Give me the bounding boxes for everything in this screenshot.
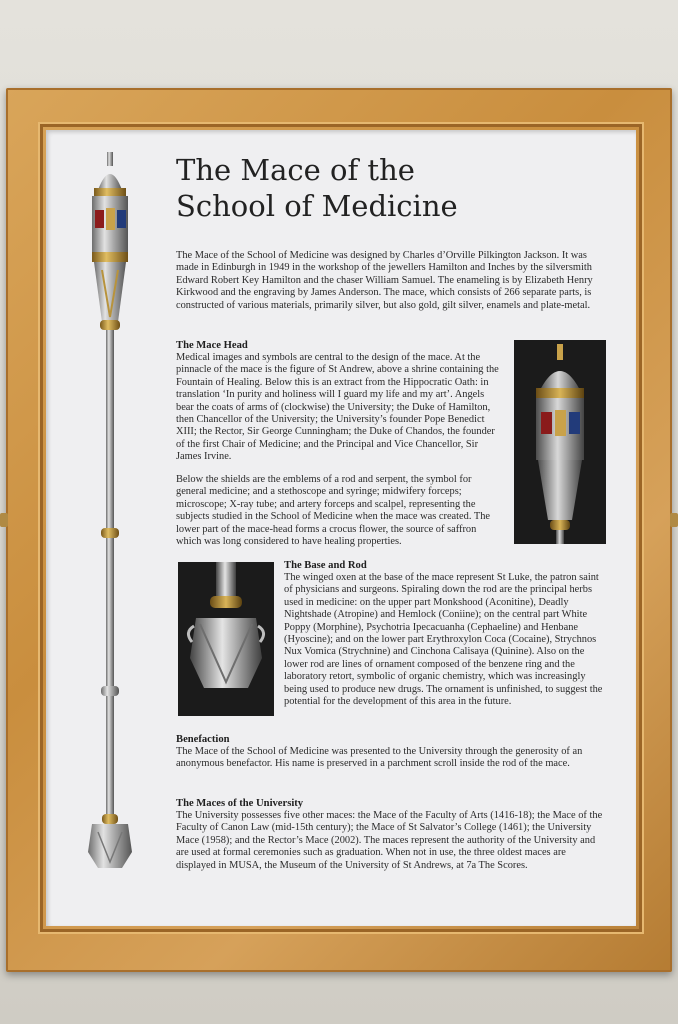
mace-head-paragraph-1: Medical images and symbols are central to the design of the mace. At the pinnacle of the mace is the figure of St Andrew, above a shrine containing the Fountain of Healing. Below this is an extract from the Hippocratic Oath: in translation ‘In purity and holiness will I guard my life and my art’. Angels bear the coats of arms of (clockwise) the University; the Duke of Hamilton, then Chancellor of the University; the University’s founder Pope Benedict XIII; the Rector, Sir George Cunningham; the Duke of Chandos, the founder of the first Chair of Medicine; and the Principal and Vice Chancellor, Sir James Irvine. — [176, 352, 499, 463]
wall-bracket-left — [0, 513, 8, 527]
title-line-1: The Mace of the — [176, 153, 415, 187]
picture-frame — [6, 88, 672, 972]
base-and-rod-paragraph: The winged oxen at the base of the mace represent St Luke, the patron saint of physicians and surgeons. Spiraling down the rod are the principal herbs used in medicine: on the upper part Monkshood (Aconitine), Deadly Nightshade (Atropine) and Hemlock (Coniine); on the central part White Poppy (Morphine), Psychotria Ipecacuanha (Cephaeline) and Henbane (Hyoscine); and on the lower part Erythroxylon Coca (Cocaine), Strychnos Nux Vomica (Strychnine) and Cinchona Calisaya (Quinine). Also on the lower rod are lines of ornament composed of the benzene ring and the laboratory retort, symbolic of organic chemistry, which was increasingly being used to produce new drugs. The ornament is unfinished, to suggest the potential for the development of this area in the future. — [284, 572, 603, 708]
panel-title — [176, 152, 458, 224]
mace-base-photo — [178, 562, 274, 716]
wall-bracket-right — [670, 513, 678, 527]
section-heading-base-and-rod: The Base and Rod — [284, 560, 367, 571]
benefaction-paragraph: The Mace of the School of Medicine was presented to the University through the generosity of an anonymous benefactor. His name is preserved in a parchment scroll inside the rod of the mace. — [176, 746, 583, 770]
information-panel — [46, 130, 636, 926]
mace-illustration — [78, 152, 142, 872]
maces-of-university-paragraph: The University possesses five other maces: the Mace of the Faculty of Arts (1416-18); the Mace of the Faculty of Canon Law (mid-15th century); the Mace of St Salvator’s College (1461); the University Mace (1958); and the Rector’s Mace (2002). The maces represent the authority of the University and are used at formal ceremonies such as graduation. When not in use, the three oldest maces are displayed in MUSA, the Museum of the University of St Andrews, at 7a The Scores. — [176, 810, 603, 871]
title-line-2: School of Medicine — [176, 189, 458, 223]
mace-head-paragraph-2: Below the shields are the emblems of a rod and serpent, the symbol for general medicine; and a stethoscope and syringe; midwifery forceps; microscope; X-ray tube; and artery forceps and scalpel, representing the subjects studied in the School of Medicine when the mace was created. The lower part of the mace-head forms a crocus flower, the source of saffron which was long considered to have healing properties. — [176, 474, 491, 548]
intro-paragraph: The Mace of the School of Medicine was designed by Charles d’Orville Pilkington Jackson. It was made in Edinburgh in 1949 in the workshop of the jewellers Hamilton and Inches by the silversmith Edward Robert Key Hamilton and the chaser William Samuel. The enameling is by Elizabeth Henry Kirkwood and the engraving by James Anderson. The mace, which consists of 266 separate parts, is constructed of various materials, primarily silver, but also gold, gilt silver, enamels and plate-metal. — [176, 250, 593, 311]
section-heading-mace-head: The Mace Head — [176, 340, 248, 351]
section-heading-maces-of-university: The Maces of the University — [176, 798, 304, 809]
mace-head-photo — [514, 340, 606, 544]
section-heading-benefaction: Benefaction — [176, 734, 230, 745]
